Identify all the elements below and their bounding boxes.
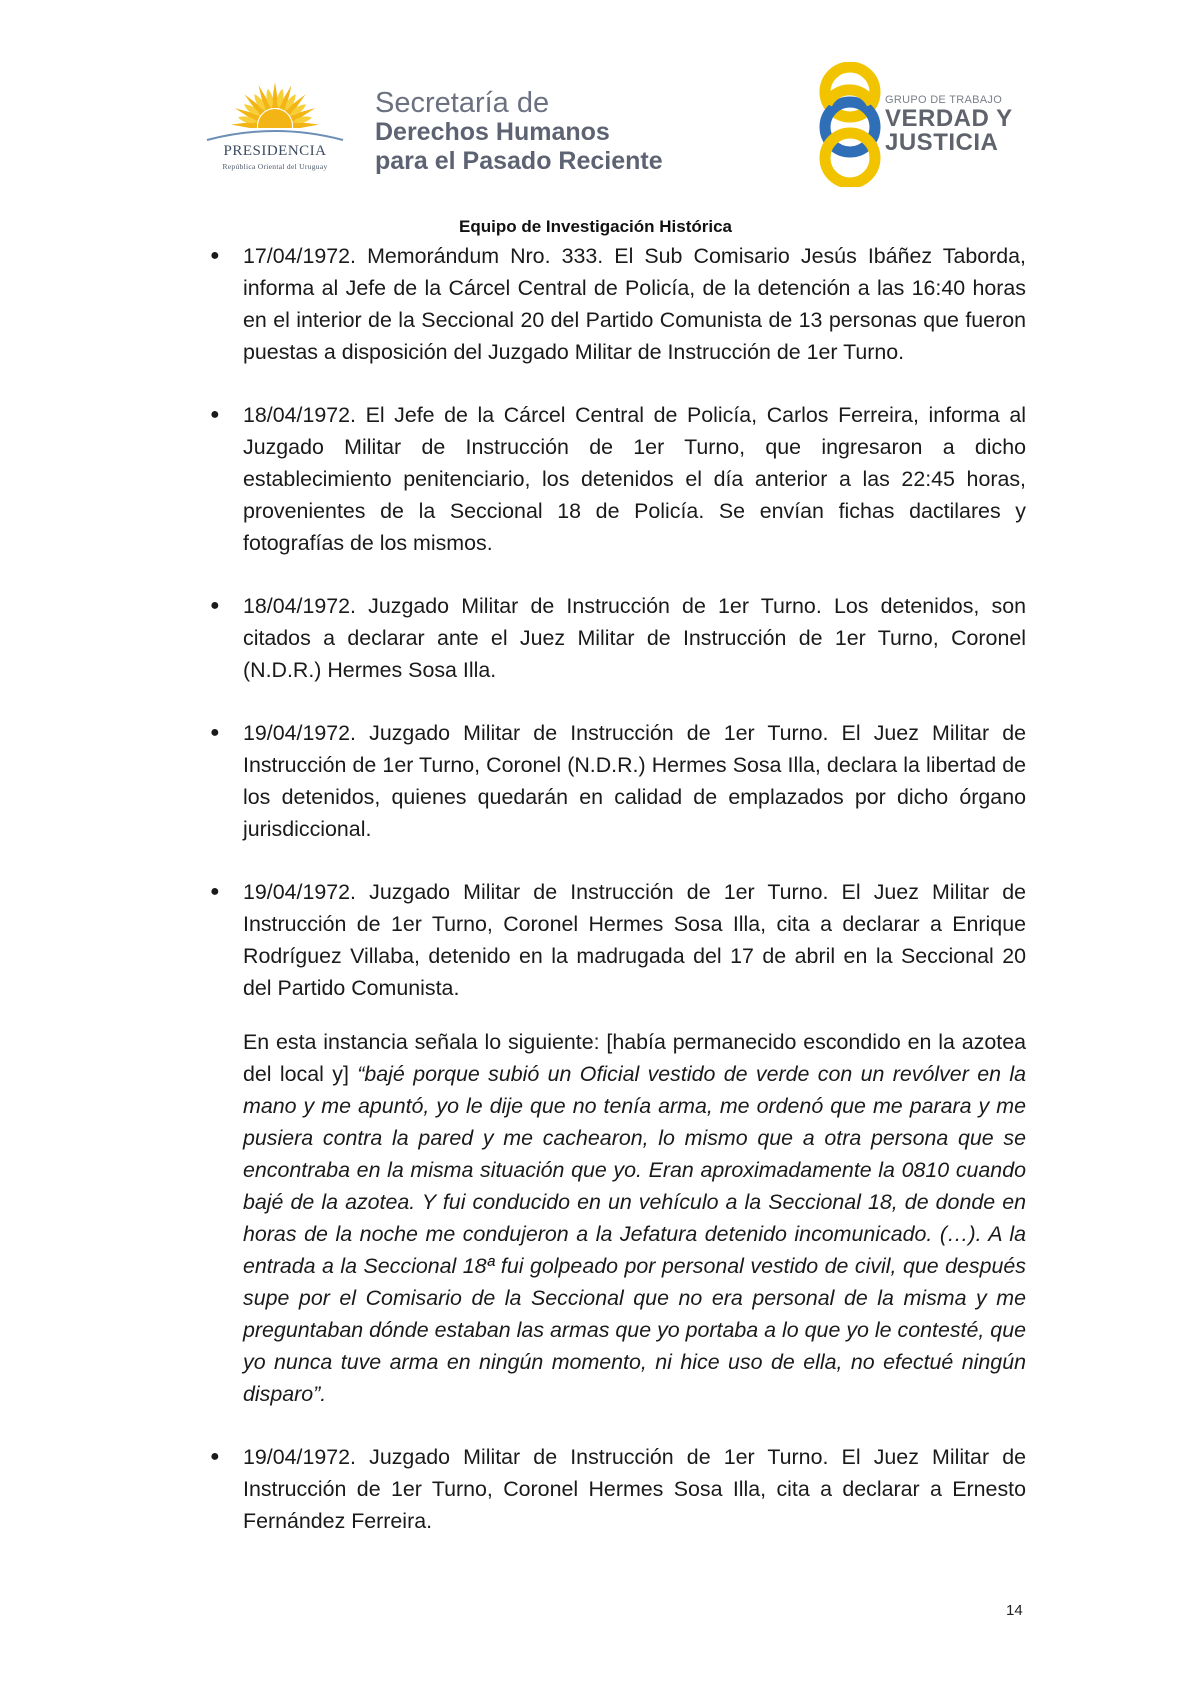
entry-text: 19/04/1972. Juzgado Militar de Instrucción de 1er Turno. El Juez Militar de Instrucción de 1er Turno, Coronel Hermes Sosa Illa, cita a declarar a Enrique Rodríguez Villaba, detenido en la madrugada del 17 de abril en la Seccional 20 del Partido Comunista. (243, 880, 1026, 1000)
gvj-line-1: GRUPO DE TRABAJO (885, 94, 1003, 106)
section-title: Equipo de Investigación Histórica (459, 217, 732, 236)
secretaria-line-1: Secretaría de (375, 87, 550, 119)
entry-text: 18/04/1972. El Jefe de la Cárcel Central de Policía, Carlos Ferreira, informa al Juzgado Militar de Instrucción de 1er Turno, que ingresaron a dicho establecimiento penitenciario, los detenidos el día anterior a las 22:45 horas, provenientes de la Seccional 18 de Policía. Se envían fichas dactilares y fotografías de los mismos. (243, 403, 1026, 555)
list-item (210, 717, 1026, 845)
bullet-icon: ● (210, 247, 220, 264)
list-item (210, 590, 1026, 686)
entry-text: 19/04/1972. Juzgado Militar de Instrucción de 1er Turno. El Juez Militar de Instrucción de 1er Turno, Coronel (N.D.R.) Hermes Sosa Illa, declara la libertad de los detenidos, quienes quedarán en calidad de emplazados por dicho órgano jurisdiccional. (243, 721, 1026, 841)
entry-text: 19/04/1972. Juzgado Militar de Instrucción de 1er Turno. El Juez Militar de Instrucción de 1er Turno, Coronel Hermes Sosa Illa, cita a declarar a Ernesto Fernández Ferreira. (243, 1445, 1026, 1533)
list-item (210, 1441, 1026, 1537)
secretaria-line-3: para el Pasado Reciente (375, 147, 663, 175)
bullet-icon: ● (210, 597, 220, 614)
entry-text: 17/04/1972. Memorándum Nro. 333. El Sub Comisario Jesús Ibáñez Taborda, informa al Jefe de la Cárcel Central de Policía, de la detención a las 16:40 horas en el interior de la Seccional 20 del Partido Comunista de 13 personas que fueron puestas a disposición del Juzgado Militar de Instrucción de 1er Turno. (243, 244, 1026, 364)
testimony-intro: En esta instancia señala lo siguiente: [había permanecido escondido en la azotea del local y] (243, 1030, 1026, 1086)
secretaria-title-block (375, 88, 663, 176)
list-item (210, 876, 1026, 1410)
page-number: 14 (1006, 1602, 1023, 1619)
gvj-line-3: JUSTICIA (885, 129, 999, 156)
list-item (210, 240, 1026, 368)
bullet-icon: ● (210, 724, 220, 741)
bullet-icon: ● (210, 1448, 220, 1465)
document-body (210, 240, 1026, 1568)
document-header (0, 0, 1191, 200)
verdad-justicia-title (885, 93, 1013, 155)
bullet-icon: ● (210, 406, 220, 423)
presidencia-name: PRESIDENCIA (223, 143, 327, 159)
secretaria-line-2: Derechos Humanos (375, 118, 610, 146)
presidencia-subtitle: República Oriental del Uruguay (222, 162, 328, 171)
gvj-line-2: VERDAD Y (885, 105, 1013, 132)
entry-text: 18/04/1972. Juzgado Militar de Instrucción de 1er Turno. Los detenidos, son citados a declarar ante el Juez Militar de Instrucción de 1er Turno, Coronel (N.D.R.) Hermes Sosa Illa. (243, 594, 1026, 682)
testimony-paragraph (243, 1026, 1026, 1410)
testimony-quote: “bajé porque subió un Oficial vestido de verde con un revólver en la mano y me apuntó, yo le dije que no tenía arma, me ordenó que me parara y me pusiera contra la pared y me cachearon, lo mismo que a otra persona que se encontraba en la misma situación que yo. Eran aproximadamente la 0810 cuando bajé de la azotea. Y fui conducido en un vehículo a la Seccional 18, de donde en horas de la noche me condujeron a la Jefatura detenido incomunicado. (…). A la entrada a la Seccional 18ª fui golpeado por personal vestido de civil, que después supe por el Comisario de la Seccional que no era personal de la misma y me preguntaban dónde estaban las armas que yo portaba a lo que yo le contesté, que yo nunca tuve arma en ningún momento, ni hice uso de ella, no efectué ningún disparo”. (243, 1062, 1026, 1406)
list-item (210, 399, 1026, 559)
bullet-icon: ● (210, 883, 220, 900)
